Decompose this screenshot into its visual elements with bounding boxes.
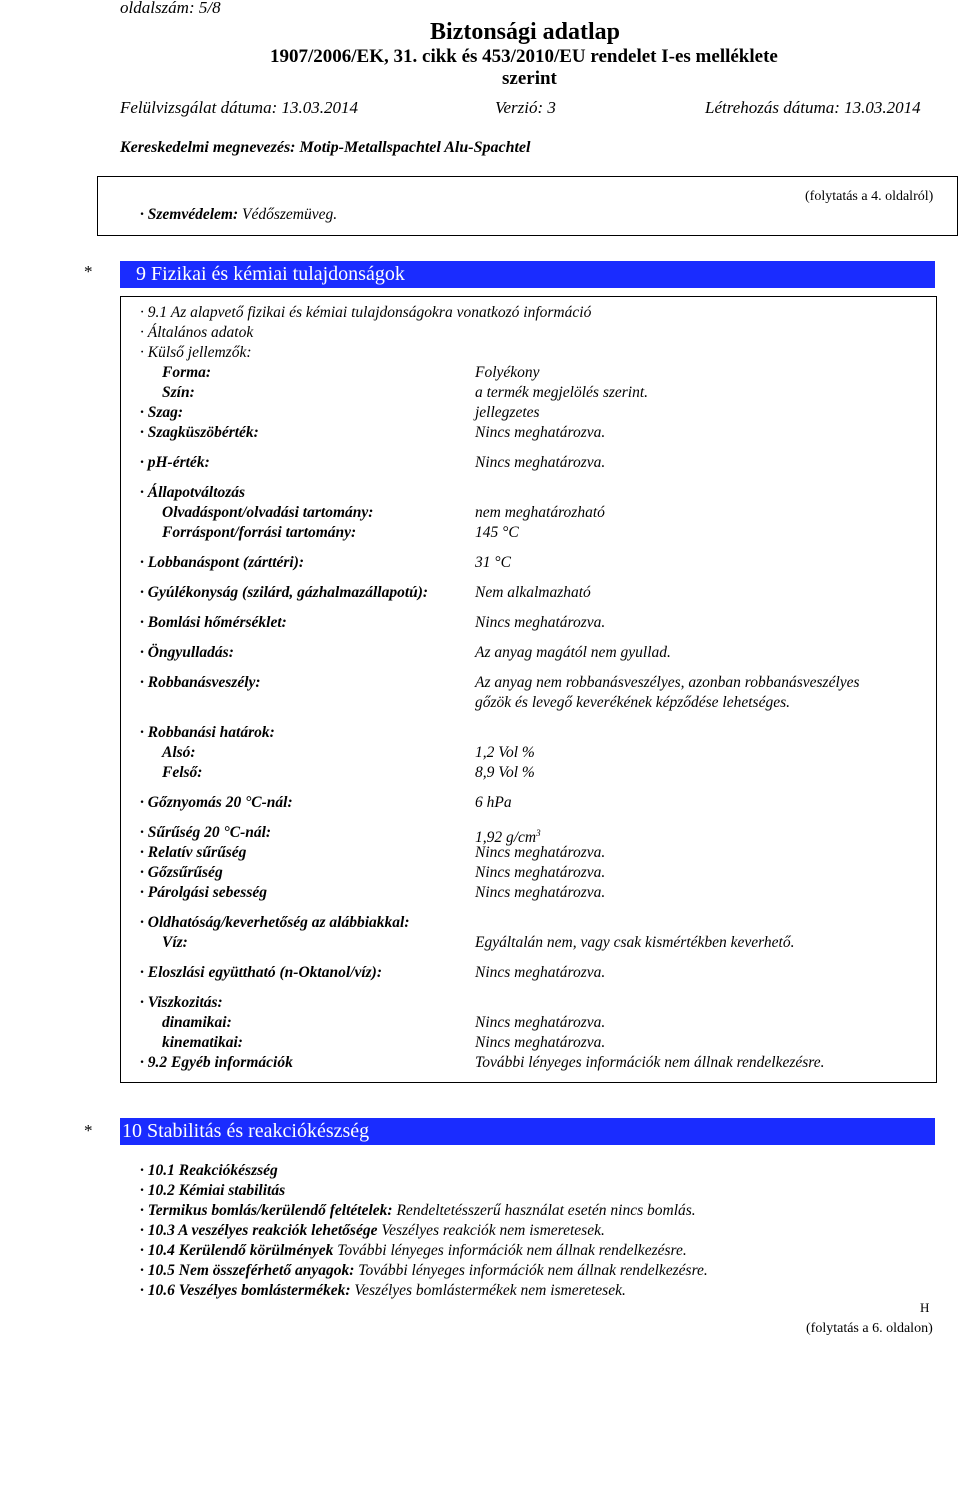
- stability-label: · 10.1 Reakciókészség: [140, 1162, 278, 1179]
- property-label: · Bomlási hőmérséklet:: [140, 614, 287, 631]
- property-label: kinematikai:: [162, 1034, 243, 1051]
- stability-value: Veszélyes reakciók nem ismeretesek.: [377, 1222, 605, 1239]
- eye-protection: [140, 206, 337, 224]
- property-label: · Oldhatóság/keverhetőség az alábbiakkal:: [140, 914, 410, 931]
- revision-star: *: [84, 1121, 93, 1140]
- stability-row: [140, 1262, 708, 1280]
- continues-note: (folytatás a 6. oldalon): [806, 1321, 933, 1336]
- property-value: 6 hPa: [475, 794, 512, 811]
- property-value: Folyékony: [475, 364, 540, 381]
- stability-label: · 10.4 Kerülendő körülmények: [140, 1242, 334, 1259]
- stability-row: [140, 1162, 278, 1180]
- property-value: További lényeges információk nem állnak rendelkezésre.: [475, 1054, 825, 1071]
- stability-value: További lényeges információk nem állnak rendelkezésre.: [354, 1262, 708, 1279]
- property-value: a termék megjelölés szerint.: [475, 384, 649, 401]
- property-value: Az anyag nem robbanásveszélyes, azonban robbanásveszélyes: [475, 674, 860, 691]
- property-label: · Külső jellemzők:: [140, 344, 252, 361]
- property-value: jellegzetes: [475, 404, 540, 421]
- eye-protection-label: · Szemvédelem:: [140, 206, 239, 223]
- property-label: · Szag:: [140, 404, 184, 421]
- trade-name: Kereskedelmi megnevezés: Motip-Metallspachtel Alu-Spachtel: [120, 139, 531, 156]
- property-label: · Szagküszöbérték:: [140, 424, 259, 441]
- page-number: oldalszám: 5/8: [120, 0, 221, 17]
- continued-from-note: (folytatás a 4. oldalról): [805, 189, 934, 204]
- property-value: Nincs meghatározva.: [475, 424, 606, 441]
- stability-label: · Termikus bomlás/kerülendő feltételek:: [140, 1202, 393, 1219]
- property-label: · Lobbanáspont (zárttéri):: [140, 554, 305, 571]
- property-value: Nincs meghatározva.: [475, 614, 606, 631]
- property-label: · Párolgási sebesség: [140, 884, 268, 901]
- version: Verzió: 3: [495, 98, 556, 117]
- property-label: · Robbanásveszély:: [140, 674, 261, 691]
- property-label: Forma:: [162, 364, 212, 381]
- stability-value: Rendeltetésszerű használat esetén nincs bomlás.: [392, 1202, 696, 1219]
- section-10-title: 10 Stabilitás és reakciókészség: [122, 1120, 370, 1142]
- stability-row: [140, 1282, 626, 1300]
- property-value: Egyáltalán nem, vagy csak kismértékben keverhető.: [475, 934, 795, 951]
- footer-mark: H: [920, 1300, 930, 1315]
- regulation-line: 1907/2006/EK, 31. cikk és 453/2010/EU rendelet I-es melléklete: [270, 46, 778, 67]
- property-value: Nincs meghatározva.: [475, 864, 606, 881]
- property-value: 1,92 $g/cm^3$: [475, 828, 541, 847]
- stability-value: Veszélyes bomlástermékek nem ismeretesek.: [350, 1282, 626, 1299]
- property-value-continued: gőzök és levegő keverékének képződése lehetséges.: [475, 694, 790, 711]
- stability-label: · 10.6 Veszélyes bomlástermékek:: [140, 1282, 351, 1299]
- property-label: Felső:: [162, 764, 203, 781]
- property-value: Nincs meghatározva.: [475, 1014, 606, 1031]
- property-label: · Eloszlási együttható (n-Oktanol/víz):: [140, 964, 382, 981]
- property-label: · 9.2 Egyéb információk: [140, 1054, 293, 1071]
- property-value: Az anyag magától nem gyullad.: [475, 644, 671, 661]
- stability-row: [140, 1202, 696, 1220]
- property-value: Nincs meghatározva.: [475, 1034, 606, 1051]
- property-value: 8,9 Vol %: [475, 764, 535, 781]
- property-label: · pH-érték:: [140, 454, 210, 471]
- property-value: Nincs meghatározva.: [475, 844, 606, 861]
- stability-row: [140, 1222, 605, 1240]
- property-value: Nincs meghatározva.: [475, 964, 606, 981]
- unit-superscript: 3: [536, 828, 541, 838]
- property-label: dinamikai:: [162, 1014, 232, 1031]
- property-label: Olvadáspont/olvadási tartomány:: [162, 504, 374, 521]
- stability-label: · 10.5 Nem összeférhető anyagok:: [140, 1262, 355, 1279]
- stability-label: · 10.2 Kémiai stabilitás: [140, 1182, 286, 1199]
- property-value: 1,2 Vol %: [475, 744, 535, 761]
- property-label: · Gyúlékonyság (szilárd, gázhalmazállapotú):: [140, 584, 429, 601]
- property-label: Forráspont/forrási tartomány:: [162, 524, 357, 541]
- property-label: · Gőznyomás 20 °C-nál:: [140, 794, 293, 811]
- eye-protection-value: Védőszemüveg.: [242, 206, 338, 223]
- property-label: · Általános adatok: [140, 324, 254, 341]
- section-9-title: 9 Fizikai és kémiai tulajdonságok: [136, 263, 405, 285]
- stability-label: · 10.3 A veszélyes reakciók lehetősége: [140, 1222, 378, 1239]
- property-label: · Relatív sűrűség: [140, 844, 247, 861]
- creation-date: Létrehozás dátuma: 13.03.2014: [705, 98, 921, 117]
- regulation-according: szerint: [502, 68, 557, 89]
- stability-value: További lényeges információk nem állnak rendelkezésre.: [333, 1242, 687, 1259]
- property-value: 31 °C: [475, 554, 511, 571]
- property-value: Nincs meghatározva.: [475, 454, 606, 471]
- property-label: · 9.1 Az alapvető fizikai és kémiai tulajdonságokra vonatkozó információ: [140, 304, 592, 321]
- stability-row: [140, 1182, 285, 1200]
- property-label: · Robbanási határok:: [140, 724, 275, 741]
- property-label: · Öngyulladás:: [140, 644, 234, 661]
- property-label: Víz:: [162, 934, 188, 951]
- property-label: Szín:: [162, 384, 195, 401]
- property-label: Alsó:: [162, 744, 196, 761]
- property-value: nem meghatározható: [475, 504, 605, 521]
- property-value: Nincs meghatározva.: [475, 884, 606, 901]
- revision-star: *: [84, 262, 93, 281]
- property-value: Nem alkalmazható: [475, 584, 591, 601]
- document-title: Biztonsági adatlap: [430, 19, 621, 45]
- property-label: · Viszkozitás:: [140, 994, 223, 1011]
- property-label: · Állapotváltozás: [140, 484, 246, 501]
- stability-row: [140, 1242, 687, 1260]
- review-date: Felülvizsgálat dátuma: 13.03.2014: [120, 98, 358, 117]
- property-label: · Sűrűség 20 °C-nál:: [140, 824, 272, 841]
- property-label: · Gőzsűrűség: [140, 864, 223, 881]
- property-value: 145 °C: [475, 524, 519, 541]
